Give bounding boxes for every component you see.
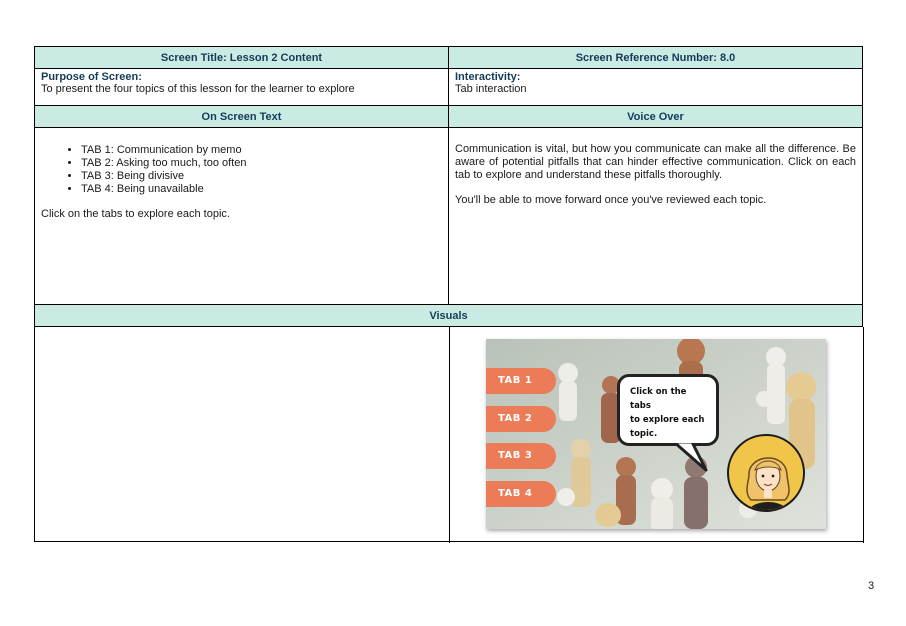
list-item: • TAB 2: Asking too much, too often <box>81 157 448 170</box>
purpose-heading: Purpose of Screen: <box>41 71 142 83</box>
on-screen-text-cell <box>34 127 448 304</box>
on-screen-text-header: On Screen Text <box>34 105 448 127</box>
voice-over-paragraph: You'll be able to move forward once you've reviewed each topic. <box>455 194 767 206</box>
voice-over-header: Voice Over <box>448 105 863 127</box>
list-item: • TAB 1: Communication by memo <box>81 144 448 157</box>
speech-bubble-tail <box>666 440 726 480</box>
visuals-header: Visuals <box>34 304 863 326</box>
page-number: 3 <box>868 580 875 592</box>
list-item: • TAB 3: Being divisive <box>81 170 448 183</box>
purpose-cell <box>34 68 448 105</box>
slide-tab-2[interactable]: TAB 2 <box>486 406 556 432</box>
avatar <box>727 434 805 512</box>
screen-reference-header: Screen Reference Number: 8.0 <box>448 46 863 68</box>
slide-tab-1[interactable]: TAB 1 <box>486 368 556 394</box>
list-item: • TAB 4: Being unavailable <box>81 183 448 196</box>
voice-over-cell <box>448 127 863 304</box>
on-screen-instruction: Click on the tabs to explore each topic. <box>41 208 230 220</box>
tab-list <box>35 144 448 196</box>
slide-preview <box>486 339 826 529</box>
slide-tab-3[interactable]: TAB 3 <box>486 443 556 469</box>
interactivity-cell <box>448 68 863 105</box>
screen-title-header: Screen Title: Lesson 2 Content <box>34 46 448 68</box>
slide-tab-4[interactable]: TAB 4 <box>486 481 556 507</box>
interactivity-text: Tab interaction <box>455 83 527 95</box>
voice-over-paragraph: Communication is vital, but how you communicate can make all the difference. Be aware of potential pitfalls that can hinder effective communication. Click on each tab to explore and understand these pitfalls thoroughly. <box>455 143 856 181</box>
bubble-line: topic. <box>630 429 658 439</box>
interactivity-heading: Interactivity: <box>455 71 521 83</box>
bubble-line: to explore each <box>630 415 705 425</box>
purpose-text: To present the four topics of this lesson for the learner to explore <box>41 83 355 95</box>
speech-bubble <box>617 374 719 446</box>
bubble-line: Click on the tabs <box>630 387 687 411</box>
